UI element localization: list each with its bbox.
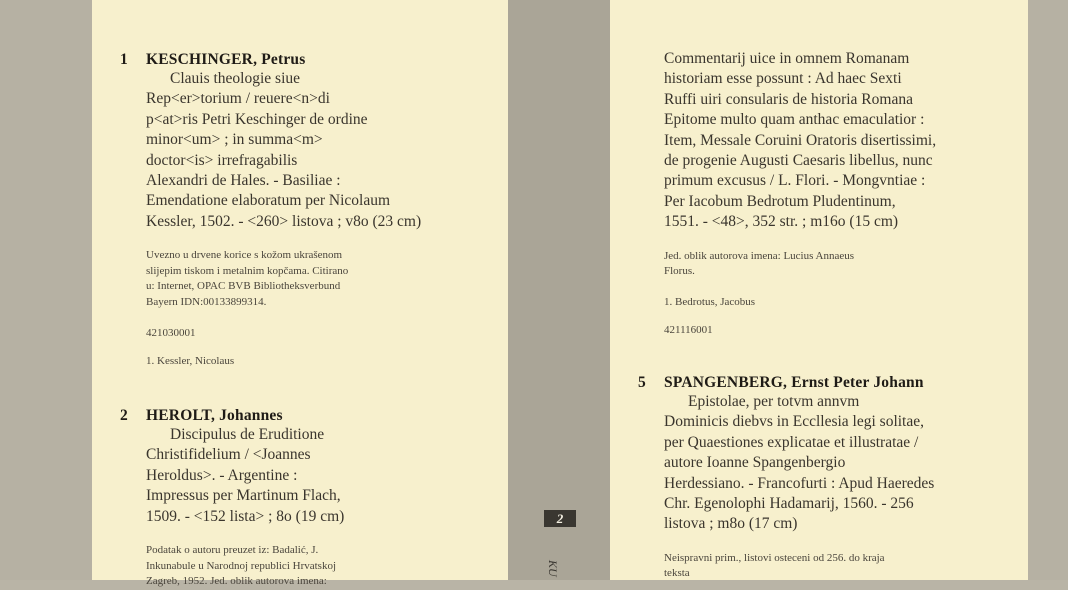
title-line: primum excusus / L. Flori. - Mongvntiae : <box>664 172 926 190</box>
title-line: Impressus per Martinum Flach, <box>146 487 341 505</box>
title-statement <box>638 49 936 233</box>
note-line: Bayern IDN:00133899314. <box>146 296 267 309</box>
book-gutter <box>508 0 610 580</box>
note-line: Neispravni prim., listovi osteceni od 256. do kraja <box>664 551 885 564</box>
title-line: Emendatione elaboratum per Nicolaum <box>146 192 391 210</box>
title-line: 1551. - <48>, 352 str. ; m16o (15 cm) <box>664 213 899 231</box>
title-line: Alexandri de Hales. - Basiliae : <box>146 172 341 190</box>
entry-number: 2 <box>120 407 128 424</box>
title-line: listova ; m8o (17 cm) <box>664 515 798 533</box>
title-line: per Quaestiones explicatae et illustratae / <box>664 433 919 451</box>
entry-note <box>120 248 421 310</box>
note-line: teksta <box>664 567 690 580</box>
title-line: 1509. - <152 lista> ; 8o (19 cm) <box>146 507 345 525</box>
title-statement <box>638 392 934 535</box>
title-line: Heroldus>. - Argentine : <box>146 466 298 484</box>
note-line: Uvezno u drvene korice s kožom ukrašenom <box>146 249 343 262</box>
page-number-badge: 2 <box>544 510 576 527</box>
author-heading: HEROLT, Johannes <box>146 407 283 424</box>
spine-text: KU <box>546 560 560 577</box>
title-line: Dominicis diebvs in Eccllesia legi solitae, <box>664 413 924 431</box>
note-line: Florus. <box>664 265 695 278</box>
entry-note <box>638 551 934 582</box>
title-line: Rep<er>torium / reuere<n>di <box>146 90 330 108</box>
title-line: Per Iacobum Bedrotum Pludentinum, <box>664 192 896 210</box>
title-line: doctor<is> irrefragabilis <box>146 151 298 169</box>
title-line: Kessler, 1502. - <260> listova ; v8o (23 cm) <box>146 212 422 230</box>
entry-number: 5 <box>638 374 646 391</box>
title-line: Clauis theologie siue <box>170 70 301 87</box>
title-line: de progenie Augusti Caesaris libellus, nunc <box>664 152 933 170</box>
left-page <box>92 0 508 588</box>
author-heading: SPANGENBERG, Ernst Peter Johann <box>664 374 924 391</box>
title-line: autore Ioanne Spangenbergio <box>664 454 846 472</box>
catalog-entry-2 <box>120 407 344 590</box>
title-statement <box>120 425 344 527</box>
added-entry: 1. Bedrotus, Jacobus <box>664 295 756 308</box>
title-line: minor<um> ; in summa<m> <box>146 131 323 149</box>
title-line: Epistolae, per totvm annvm <box>688 393 860 410</box>
note-line: Jed. oblik autorova imena: Lucius Annaeus <box>664 249 855 262</box>
title-line: Discipulus de Eruditione <box>170 426 325 443</box>
title-line: historiam esse possunt : Ad haec Sexti <box>664 70 902 88</box>
entry-number: 1 <box>120 51 128 68</box>
catalog-entry-1 <box>120 51 421 367</box>
right-page <box>610 0 1028 580</box>
note-line: Inkunabule u Narodnoj republici Hrvatskoj <box>146 559 337 572</box>
note-line: Zagreb, 1952. Jed. oblik autorova imena: <box>146 575 327 588</box>
title-line: Epitome multo quam anthac emaculatior : <box>664 111 925 129</box>
catalog-entry-continued <box>638 49 936 336</box>
left-margin-background <box>0 0 92 580</box>
title-line: Herdessiano. - Francofurti : Apud Haeredes <box>664 474 935 492</box>
note-line: u: Internet, OPAC BVB Bibliotheksverbund <box>146 280 341 293</box>
title-line: Chr. Egenolophi Hadamarij, 1560. - 256 <box>664 495 914 513</box>
note-line: slijepim tiskom i metalnim kopčama. Citirano <box>146 264 349 277</box>
title-line: Ruffi uiri consularis de historia Romana <box>664 90 913 108</box>
entry-header <box>638 374 934 392</box>
title-line: Item, Messale Coruini Oratoris disertissimi, <box>664 131 937 149</box>
author-heading: KESCHINGER, Petrus <box>146 51 306 68</box>
entry-note <box>120 543 344 590</box>
title-line: p<at>ris Petri Keschinger de ordine <box>146 110 368 128</box>
entry-note <box>638 249 936 280</box>
record-id: 421116001 <box>664 323 713 336</box>
added-entry: 1. Kessler, Nicolaus <box>146 354 235 367</box>
right-margin-background <box>1028 0 1068 580</box>
record-id: 421030001 <box>146 326 196 339</box>
catalog-entry-5 <box>638 374 934 582</box>
title-line: Commentarij uice in omnem Romanam <box>664 50 910 67</box>
entry-header <box>120 51 421 69</box>
title-statement <box>120 69 421 232</box>
entry-header <box>120 407 344 425</box>
note-line: Podatak o autoru preuzet iz: Badalić, J. <box>146 544 319 557</box>
title-line: Christifidelium / <Joannes <box>146 446 311 464</box>
